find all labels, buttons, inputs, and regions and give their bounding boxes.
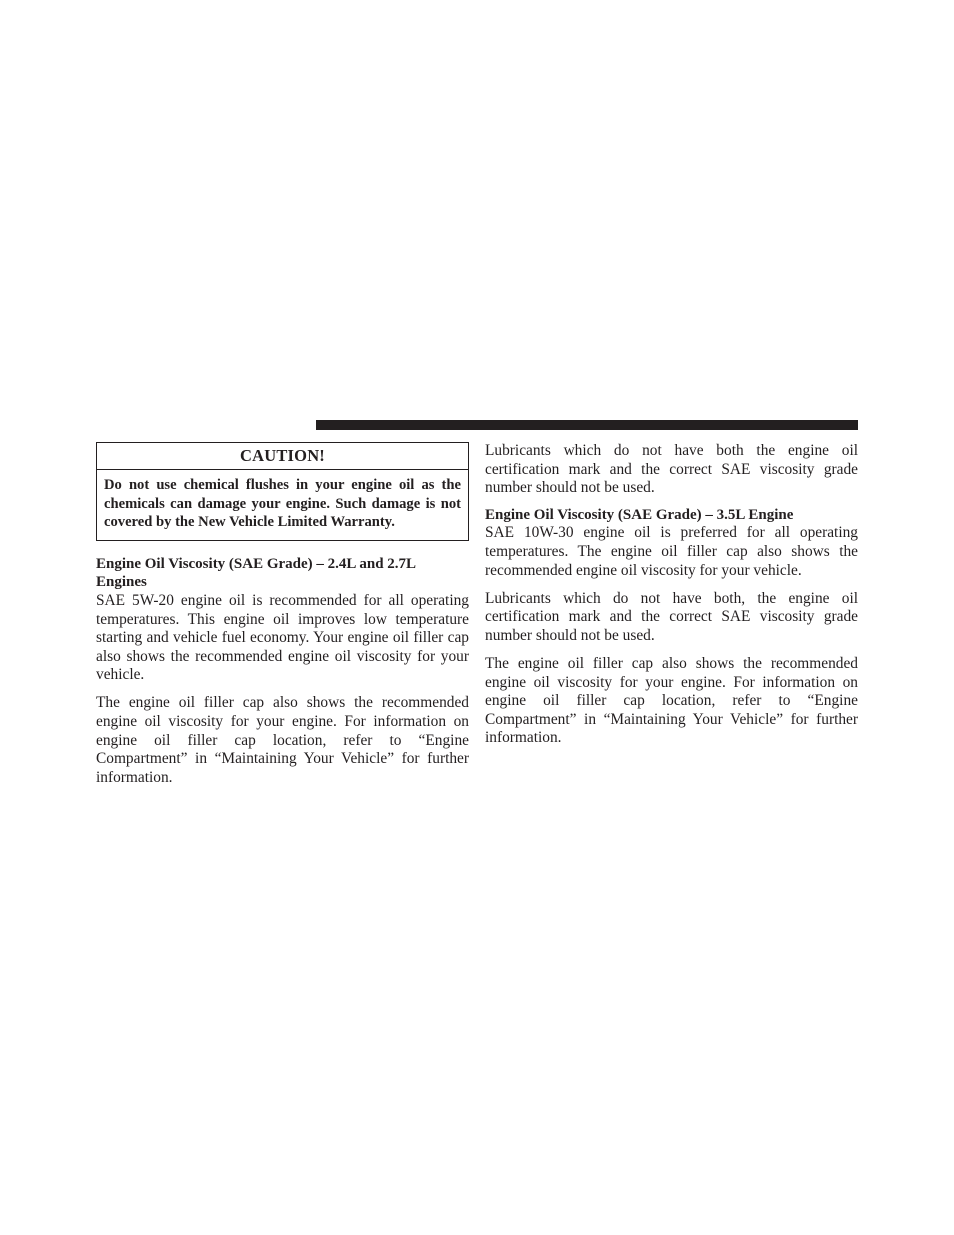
caution-text: Do not use chemical flushes in your engine oil as the chemicals can damage your engine. Such damage is not covered by the New Vehicle Limited Warranty. (104, 477, 461, 531)
left-column (96, 442, 469, 797)
right-column (485, 442, 858, 757)
caution-box (96, 442, 469, 541)
section-header-rule (316, 420, 858, 430)
paragraph-lubricants-warning-1: Lubricants which do not have both the engine oil certification mark and the correct SAE viscosity grade number should not be used. (485, 442, 858, 497)
section-heading-3-5l: Engine Oil Viscosity (SAE Grade) – 3.5L Engine (485, 506, 794, 523)
paragraph-filler-cap-info-right: The engine oil filler cap also shows the recommended engine oil viscosity for your engine. For information on engine oil filler cap location, refer to “Engine Compartment” in “Maintaining Your Vehicle” for further information. (485, 654, 858, 747)
paragraph-5w20-recommendation: SAE 5W-20 engine oil is recommended for all operating temperatures. This engine oil improves low temperature starting and vehicle fuel economy. Your engine oil filler cap also shows the recommended engine oil viscosity for your vehicle. (96, 591, 469, 684)
caution-title: CAUTION! (97, 443, 468, 470)
paragraph-10w30-preference: SAE 10W-30 engine oil is preferred for all operating temperatures. The engine oil filler cap also shows the recommended engine oil viscosity for your vehicle. (485, 524, 858, 579)
paragraph-lubricants-warning-2: Lubricants which do not have both, the engine oil certification mark and the correct SAE viscosity grade number should not be used. (485, 589, 858, 644)
paragraph-filler-cap-info-left: The engine oil filler cap also shows the recommended engine oil viscosity for your engine. For information on engine oil filler cap location, refer to “Engine Compartment” in “Maintaining Your Vehicle” for further information. (96, 694, 469, 786)
section-heading-2-4l-2-7l: Engine Oil Viscosity (SAE Grade) – 2.4L and 2.7L Engines (96, 555, 416, 591)
